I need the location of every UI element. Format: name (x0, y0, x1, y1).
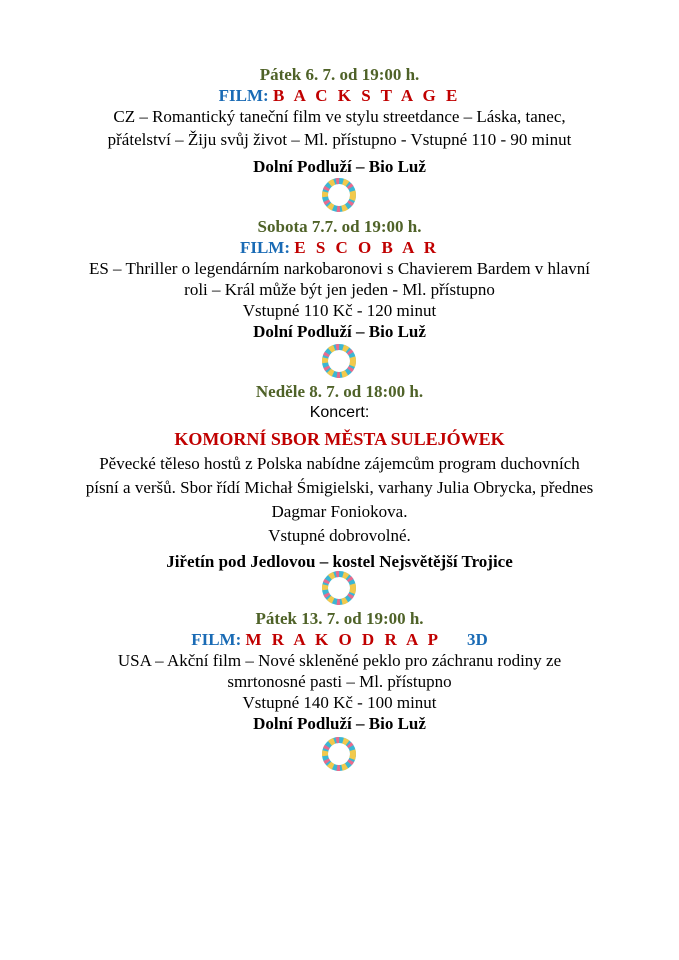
event-description-line: smrtonosné pasti – Ml. přístupno (227, 672, 452, 691)
event-location: Dolní Podluží – Bio Luž (253, 157, 426, 176)
event-date: Neděle 8. 7. od 18:00 h. (255, 382, 424, 401)
swim-ring-icon (322, 344, 356, 378)
film-title: E S C O B A R (294, 238, 440, 257)
film-heading (0, 237, 679, 258)
event-price: Vstupné 140 Kč - 100 minut (242, 693, 437, 712)
swim-ring-icon (322, 571, 356, 605)
film-format-badge: 3D (467, 630, 488, 649)
event-price: Vstupné dobrovolné. (268, 526, 411, 545)
event-description-line: roli – Král může být jen jeden - Ml. přístupno (184, 280, 495, 299)
event-description-line: ES – Thriller o legendárním narkobaronovi s Chavierem Bardem v hlavní (88, 259, 591, 278)
film-label: FILM: (239, 238, 290, 257)
concert-title: KOMORNÍ SBOR MĚSTA SULEJÓWEK (174, 429, 505, 449)
event-description-line: USA – Akční film – Nové skleněné peklo pro záchranu rodiny ze (117, 651, 562, 670)
event-location: Dolní Podluží – Bio Luž (253, 322, 426, 341)
film-title: M R A K O D R A P (245, 630, 442, 649)
event-description-line: písní a veršů. Sbor řídí Michał Śmigielski, varhany Julia Obrycka, přednes (85, 478, 594, 497)
event-description-line: přátelství – Žiju svůj život – Ml. přístupno - Vstupné 110 - 90 minut (107, 130, 572, 149)
event-2 (0, 216, 679, 342)
event-1 (0, 64, 679, 177)
event-description-line: Pěvecké těleso hostů z Polska nabídne zájemcům program duchovních (99, 454, 580, 473)
event-4 (0, 608, 679, 734)
swim-ring-icon (322, 737, 356, 771)
film-title: B A C K S T A G E (272, 86, 461, 105)
film-heading (0, 85, 679, 106)
event-location: Jiřetín pod Jedlovou – kostel Nejsvětější Trojice (166, 552, 513, 571)
film-heading (0, 629, 679, 650)
event-date: Sobota 7.7. od 19:00 h. (257, 217, 422, 236)
event-location: Dolní Podluží – Bio Luž (253, 714, 426, 733)
event-description-line: CZ – Romantický taneční film ve stylu streetdance – Láska, tanec, (113, 107, 566, 126)
swim-ring-icon (322, 178, 356, 212)
event-3 (0, 381, 679, 574)
event-price: Vstupné 110 Kč - 120 minut (242, 301, 437, 320)
event-subtitle: Koncert: (309, 404, 370, 421)
event-date: Pátek 6. 7. od 19:00 h. (259, 65, 420, 84)
event-date: Pátek 13. 7. od 19:00 h. (255, 609, 424, 628)
film-label: FILM: (191, 630, 242, 649)
event-description-line: Dagmar Foniokova. (271, 502, 408, 521)
film-label: FILM: (218, 86, 269, 105)
